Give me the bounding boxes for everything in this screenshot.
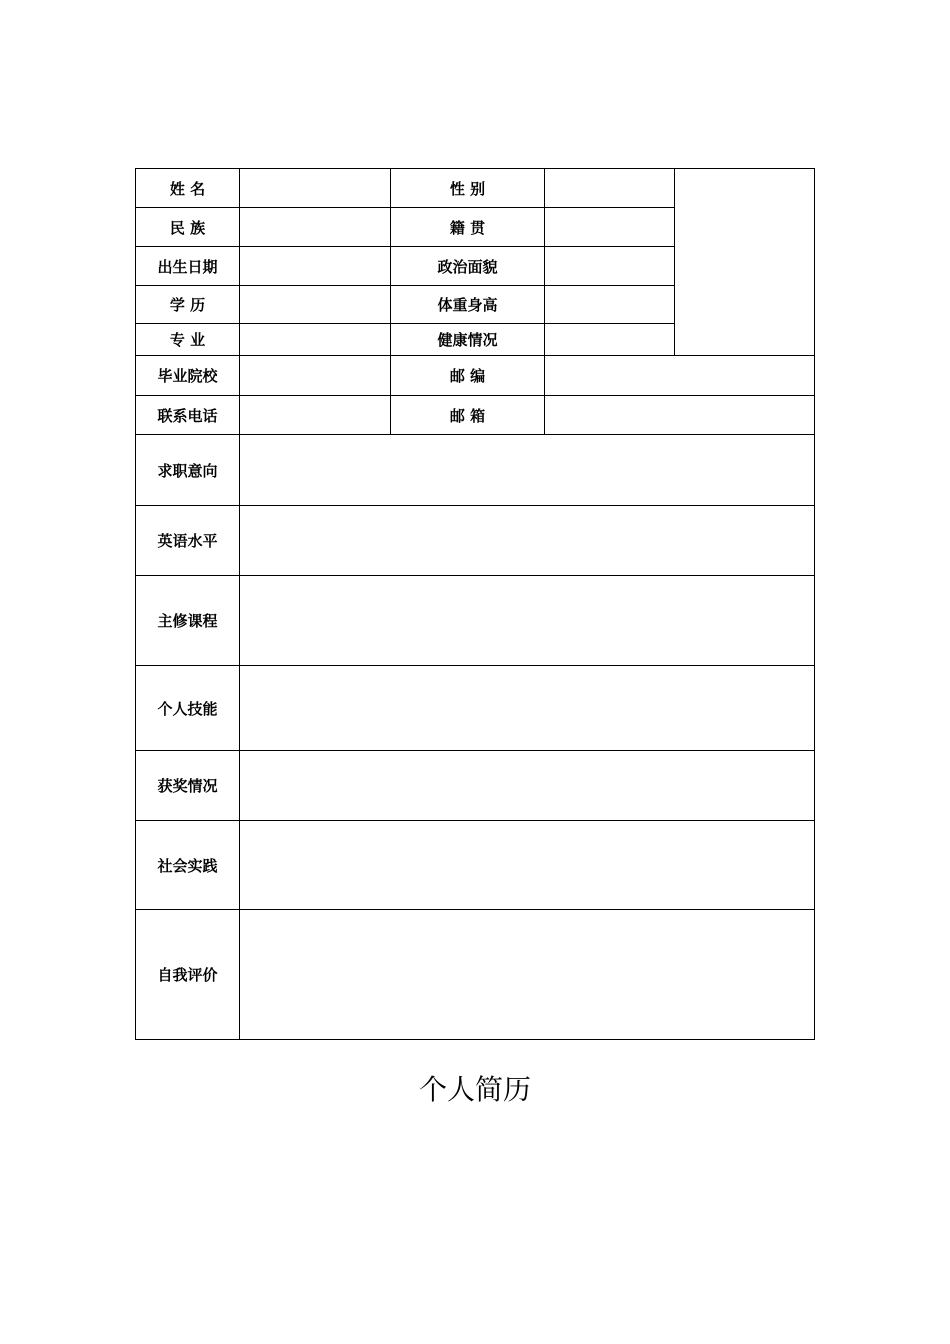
label-political-status: 政治面貌: [391, 247, 545, 286]
gender-field[interactable]: [545, 169, 675, 208]
section-skills: [136, 666, 815, 751]
label-skills: 个人技能: [136, 666, 240, 751]
section-job-intention: [136, 435, 815, 506]
label-major: 专 业: [136, 324, 240, 356]
email-field[interactable]: [545, 396, 815, 435]
school-field[interactable]: [240, 356, 391, 396]
label-school: 毕业院校: [136, 356, 240, 396]
label-courses: 主修课程: [136, 576, 240, 666]
label-birthdate: 出生日期: [136, 247, 240, 286]
label-social-practice: 社会实践: [136, 821, 240, 910]
social-practice-field[interactable]: [240, 821, 815, 910]
label-email: 邮 箱: [391, 396, 545, 435]
section-english-level: [136, 506, 815, 576]
political-status-field[interactable]: [545, 247, 675, 286]
courses-field[interactable]: [240, 576, 815, 666]
major-field[interactable]: [240, 324, 391, 356]
label-native-place: 籍 贯: [391, 208, 545, 247]
label-weight-height: 体重身高: [391, 286, 545, 324]
label-awards: 获奖情况: [136, 751, 240, 821]
self-evaluation-field[interactable]: [240, 910, 815, 1040]
phone-field[interactable]: [240, 396, 391, 435]
section-self-evaluation: [136, 910, 815, 1040]
section-social-practice: [136, 821, 815, 910]
label-health: 健康情况: [391, 324, 545, 356]
label-name: 姓 名: [136, 169, 240, 208]
row-school: [136, 356, 815, 396]
birthdate-field[interactable]: [240, 247, 391, 286]
name-field[interactable]: [240, 169, 391, 208]
resume-form-table: [135, 168, 815, 1040]
weight-height-field[interactable]: [545, 286, 675, 324]
row-name: [136, 169, 815, 208]
label-phone: 联系电话: [136, 396, 240, 435]
section-awards: [136, 751, 815, 821]
ethnicity-field[interactable]: [240, 208, 391, 247]
label-gender: 性 别: [391, 169, 545, 208]
health-field[interactable]: [545, 324, 675, 356]
label-postcode: 邮 编: [391, 356, 545, 396]
row-phone: [136, 396, 815, 435]
skills-field[interactable]: [240, 666, 815, 751]
section-courses: [136, 576, 815, 666]
awards-field[interactable]: [240, 751, 815, 821]
label-job-intention: 求职意向: [136, 435, 240, 506]
photo-box[interactable]: [675, 169, 815, 356]
label-self-evaluation: 自我评价: [136, 910, 240, 1040]
label-ethnicity: 民 族: [136, 208, 240, 247]
postcode-field[interactable]: [545, 356, 815, 396]
document-title: 个人简历: [418, 1073, 531, 1106]
label-english-level: 英语水平: [136, 506, 240, 576]
native-place-field[interactable]: [545, 208, 675, 247]
english-level-field[interactable]: [240, 506, 815, 576]
job-intention-field[interactable]: [240, 435, 815, 506]
label-education: 学 历: [136, 286, 240, 324]
education-field[interactable]: [240, 286, 391, 324]
